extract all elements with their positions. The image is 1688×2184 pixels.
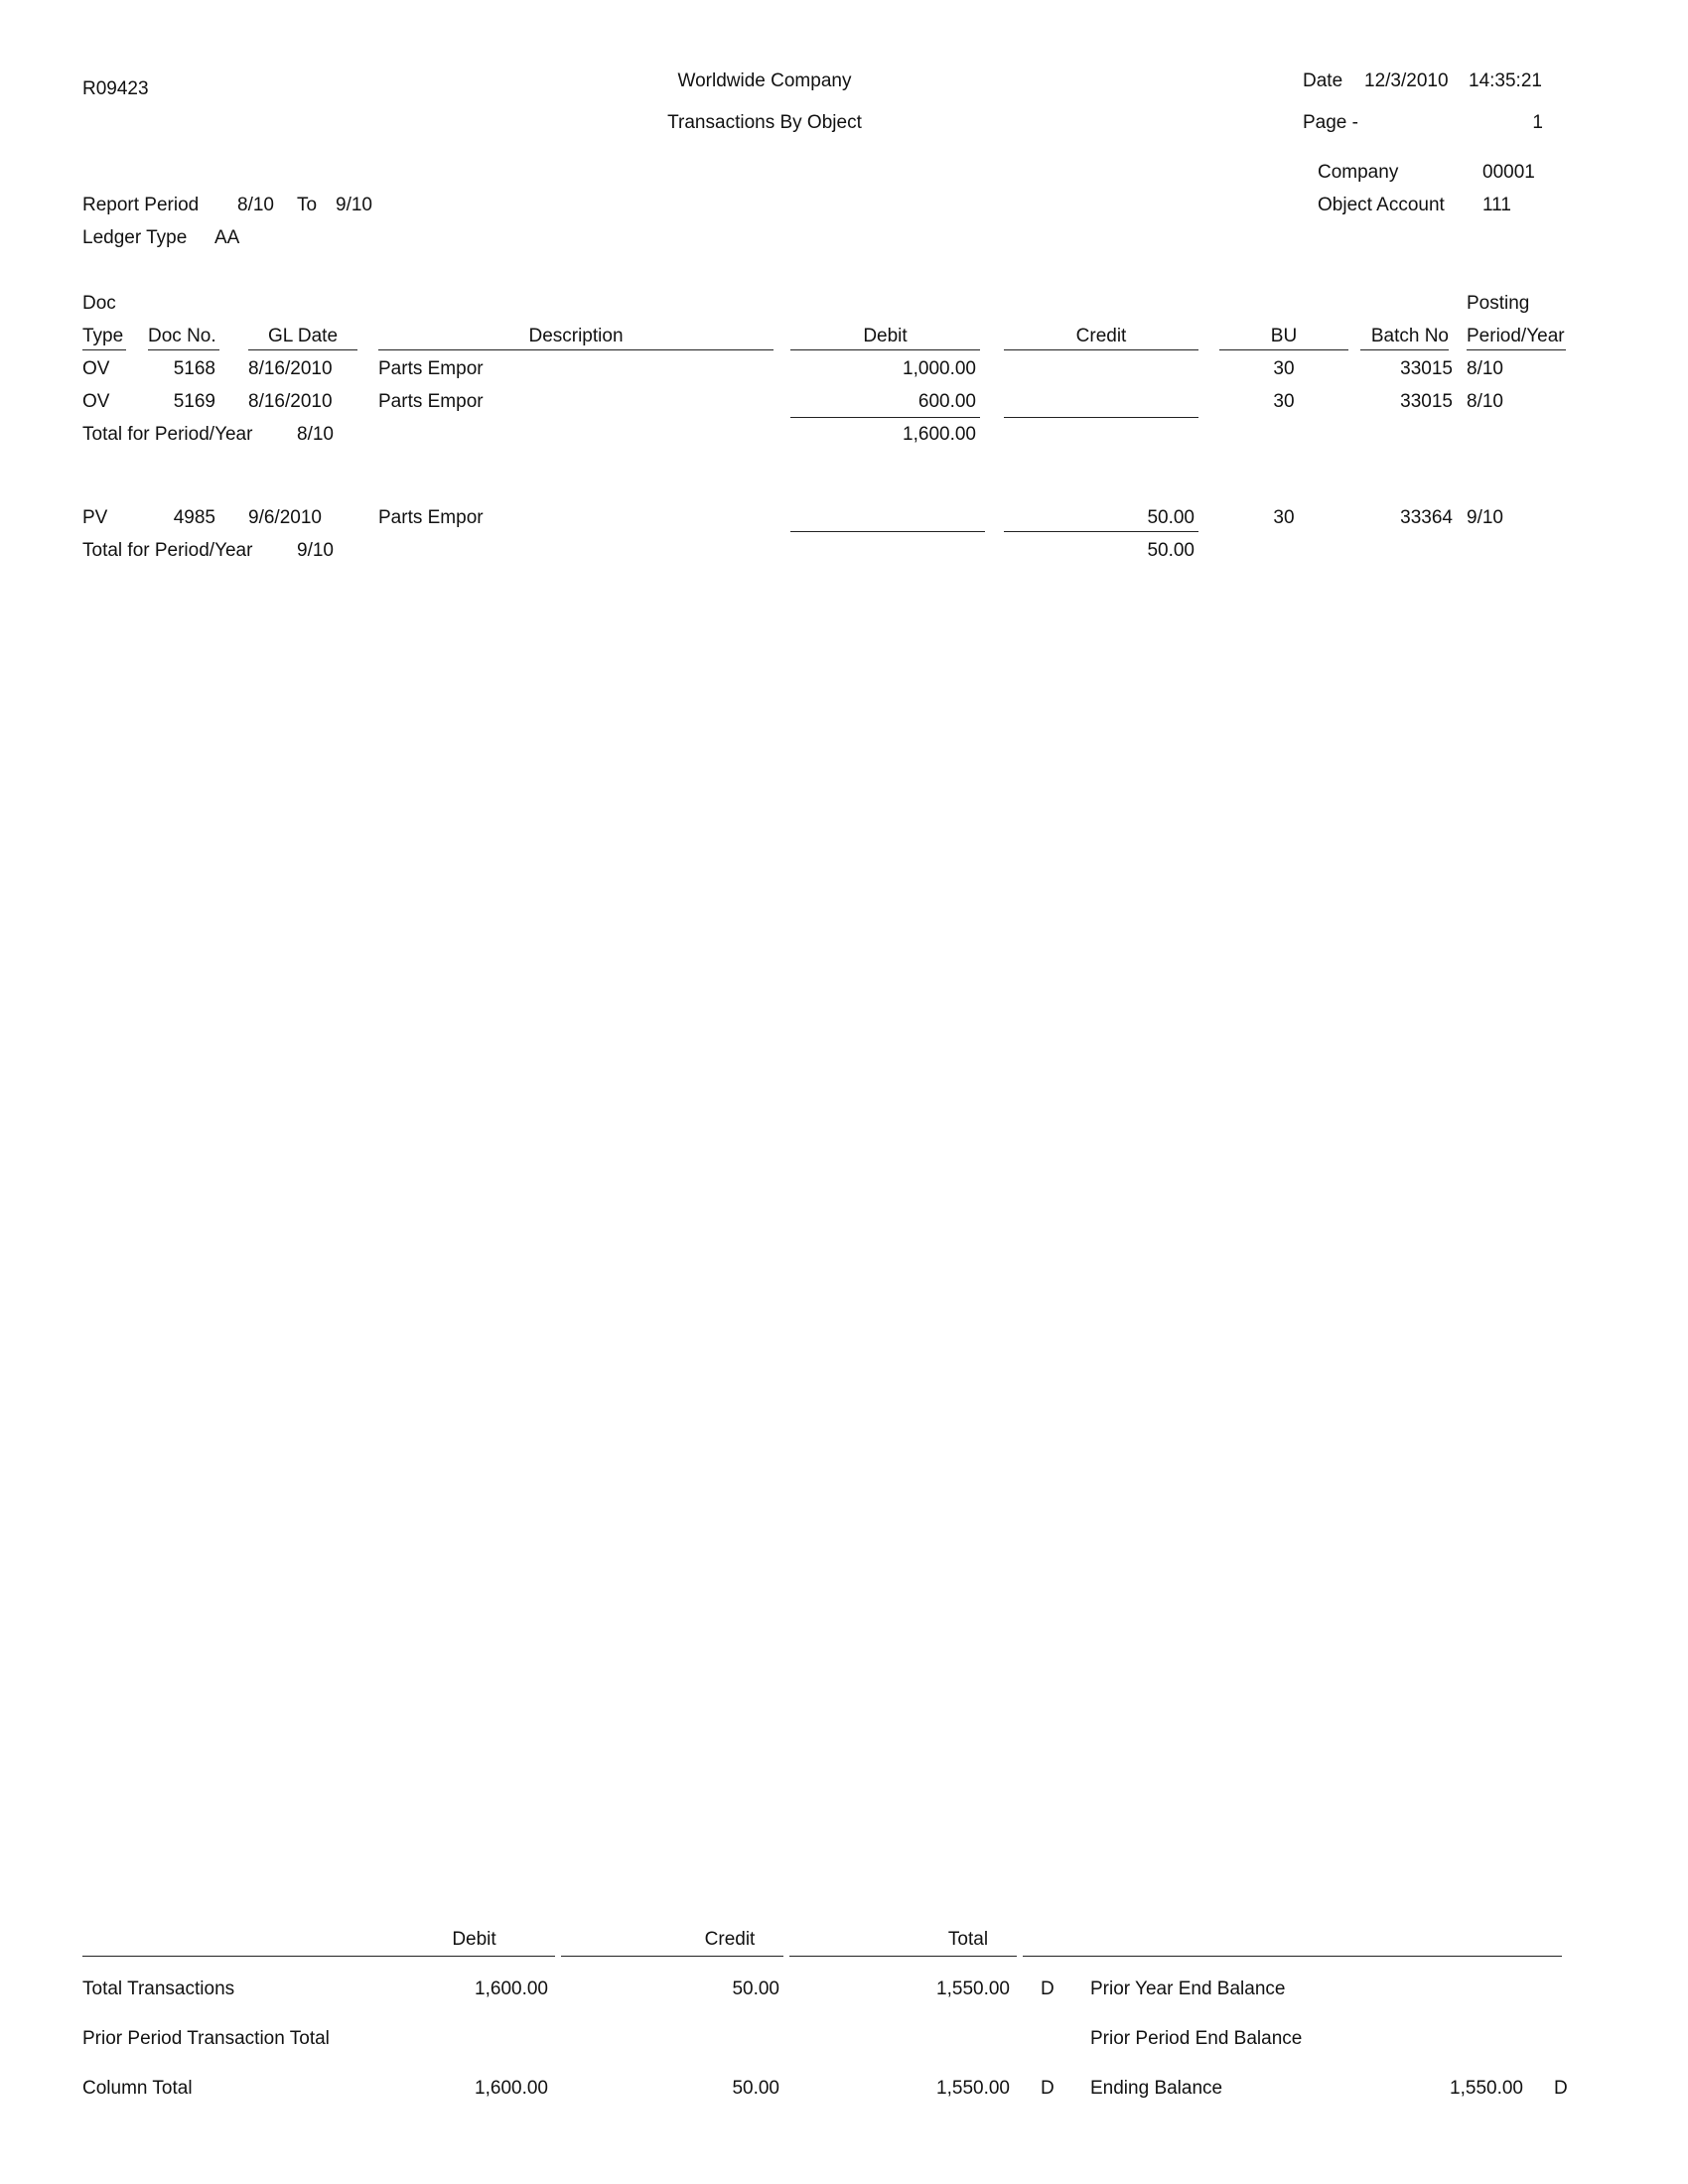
summary-rule <box>561 1956 783 1957</box>
cell-doc-no: 4985 <box>173 507 215 528</box>
summary-row-debit: 1,600.00 <box>475 1979 548 1999</box>
summary-row-debit: 1,600.00 <box>475 2078 548 2099</box>
report-title: Transactions By Object <box>667 112 862 133</box>
cell-description: Parts Empor <box>378 358 484 379</box>
subtotal-debit-rule <box>790 417 980 418</box>
report-period-to: 9/10 <box>336 195 372 215</box>
summary-row-balance-value: 1,550.00 <box>1450 2078 1523 2099</box>
summary-row-label: Prior Period Transaction Total <box>82 2028 330 2049</box>
summary-rule <box>1023 1956 1562 1957</box>
col-doc-top: Doc <box>82 293 116 314</box>
report-period-from: 8/10 <box>237 195 274 215</box>
date-label: Date <box>1303 70 1343 91</box>
cell-doc-no: 5169 <box>173 391 215 412</box>
company-value: 00001 <box>1482 162 1535 183</box>
summary-row-credit: 50.00 <box>732 2078 779 2099</box>
summary-row-dc: D <box>1041 2078 1055 2099</box>
col-doc-no: Doc No. <box>148 326 216 346</box>
summary-row-label: Total Transactions <box>82 1979 235 1999</box>
col-bu-underline <box>1219 349 1348 350</box>
cell-batch-no: 33015 <box>1400 391 1453 412</box>
cell-bu: 30 <box>1273 391 1295 412</box>
cell-description: Parts Empor <box>378 507 484 528</box>
page-label: Page - <box>1303 112 1358 133</box>
summary-rule <box>82 1956 555 1957</box>
summary-row-label: Column Total <box>82 2078 193 2099</box>
col-posting-top: Posting <box>1467 293 1530 314</box>
col-description-underline <box>378 349 774 350</box>
report-id: R09423 <box>82 78 149 99</box>
summary-row-balance-label: Prior Period End Balance <box>1090 2028 1303 2049</box>
summary-row-total: 1,550.00 <box>936 1979 1010 1999</box>
col-gl-date-underline <box>248 349 357 350</box>
ledger-type-value: AA <box>214 227 240 248</box>
col-debit: Debit <box>863 326 908 346</box>
cell-debit: 1,000.00 <box>903 358 976 379</box>
col-description: Description <box>528 326 624 346</box>
summary-total-header: Total <box>947 1929 989 1950</box>
col-type-underline <box>82 349 126 350</box>
period-total-label: Total for Period/Year <box>82 424 253 445</box>
summary-row-balance-label: Prior Year End Balance <box>1090 1979 1286 1999</box>
summary-credit-header: Credit <box>704 1929 756 1950</box>
summary-row-total: 1,550.00 <box>936 2078 1010 2099</box>
report-date: 12/3/2010 <box>1364 70 1449 91</box>
summary-row-balance-dc: D <box>1554 2078 1568 2099</box>
cell-gl-date: 8/16/2010 <box>248 391 333 412</box>
cell-period: 9/10 <box>1467 507 1503 528</box>
subtotal-credit-rule <box>1004 531 1198 532</box>
col-batch-no: Batch No <box>1370 326 1449 346</box>
cell-description: Parts Empor <box>378 391 484 412</box>
col-bu: BU <box>1270 326 1298 346</box>
cell-batch-no: 33015 <box>1400 358 1453 379</box>
cell-gl-date: 8/16/2010 <box>248 358 333 379</box>
subtotal-debit-rule <box>790 531 985 532</box>
summary-debit-header: Debit <box>452 1929 496 1950</box>
col-gl-date: GL Date <box>267 326 339 346</box>
col-type: Type <box>82 326 124 346</box>
summary-rule <box>789 1956 1017 1957</box>
period-total-label: Total for Period/Year <box>82 540 253 561</box>
cell-type: OV <box>82 358 110 379</box>
cell-batch-no: 33364 <box>1400 507 1453 528</box>
company-label: Company <box>1318 162 1399 183</box>
col-period-year: Period/Year <box>1467 326 1565 346</box>
report-period-to-label: To <box>297 195 318 215</box>
summary-row-dc: D <box>1041 1979 1055 1999</box>
cell-gl-date: 9/6/2010 <box>248 507 322 528</box>
col-period-year-underline <box>1467 349 1566 350</box>
cell-period: 8/10 <box>1467 391 1503 412</box>
cell-period: 8/10 <box>1467 358 1503 379</box>
period-total-period: 9/10 <box>297 540 334 561</box>
summary-row-balance-label: Ending Balance <box>1090 2078 1223 2099</box>
col-credit-underline <box>1004 349 1198 350</box>
ledger-type-label: Ledger Type <box>82 227 188 248</box>
cell-bu: 30 <box>1273 507 1295 528</box>
report-time: 14:35:21 <box>1469 70 1542 91</box>
cell-debit: 600.00 <box>917 391 976 412</box>
subtotal-credit-rule <box>1004 417 1198 418</box>
object-account-value: 111 <box>1482 195 1511 215</box>
object-account-label: Object Account <box>1318 195 1445 215</box>
cell-bu: 30 <box>1273 358 1295 379</box>
col-doc-no-underline <box>148 349 219 350</box>
cell-doc-no: 5168 <box>173 358 215 379</box>
col-credit: Credit <box>1075 326 1127 346</box>
cell-type: PV <box>82 507 108 528</box>
cell-type: OV <box>82 391 110 412</box>
period-total-credit: 50.00 <box>1147 540 1195 561</box>
page-number: 1 <box>1532 112 1543 133</box>
company-name: Worldwide Company <box>677 70 852 91</box>
cell-credit: 50.00 <box>1147 507 1195 528</box>
col-debit-underline <box>790 349 980 350</box>
period-total-debit: 1,600.00 <box>903 424 976 445</box>
period-total-period: 8/10 <box>297 424 334 445</box>
summary-row-credit: 50.00 <box>732 1979 779 1999</box>
report-period-label: Report Period <box>82 195 200 215</box>
col-batch-no-underline <box>1360 349 1449 350</box>
